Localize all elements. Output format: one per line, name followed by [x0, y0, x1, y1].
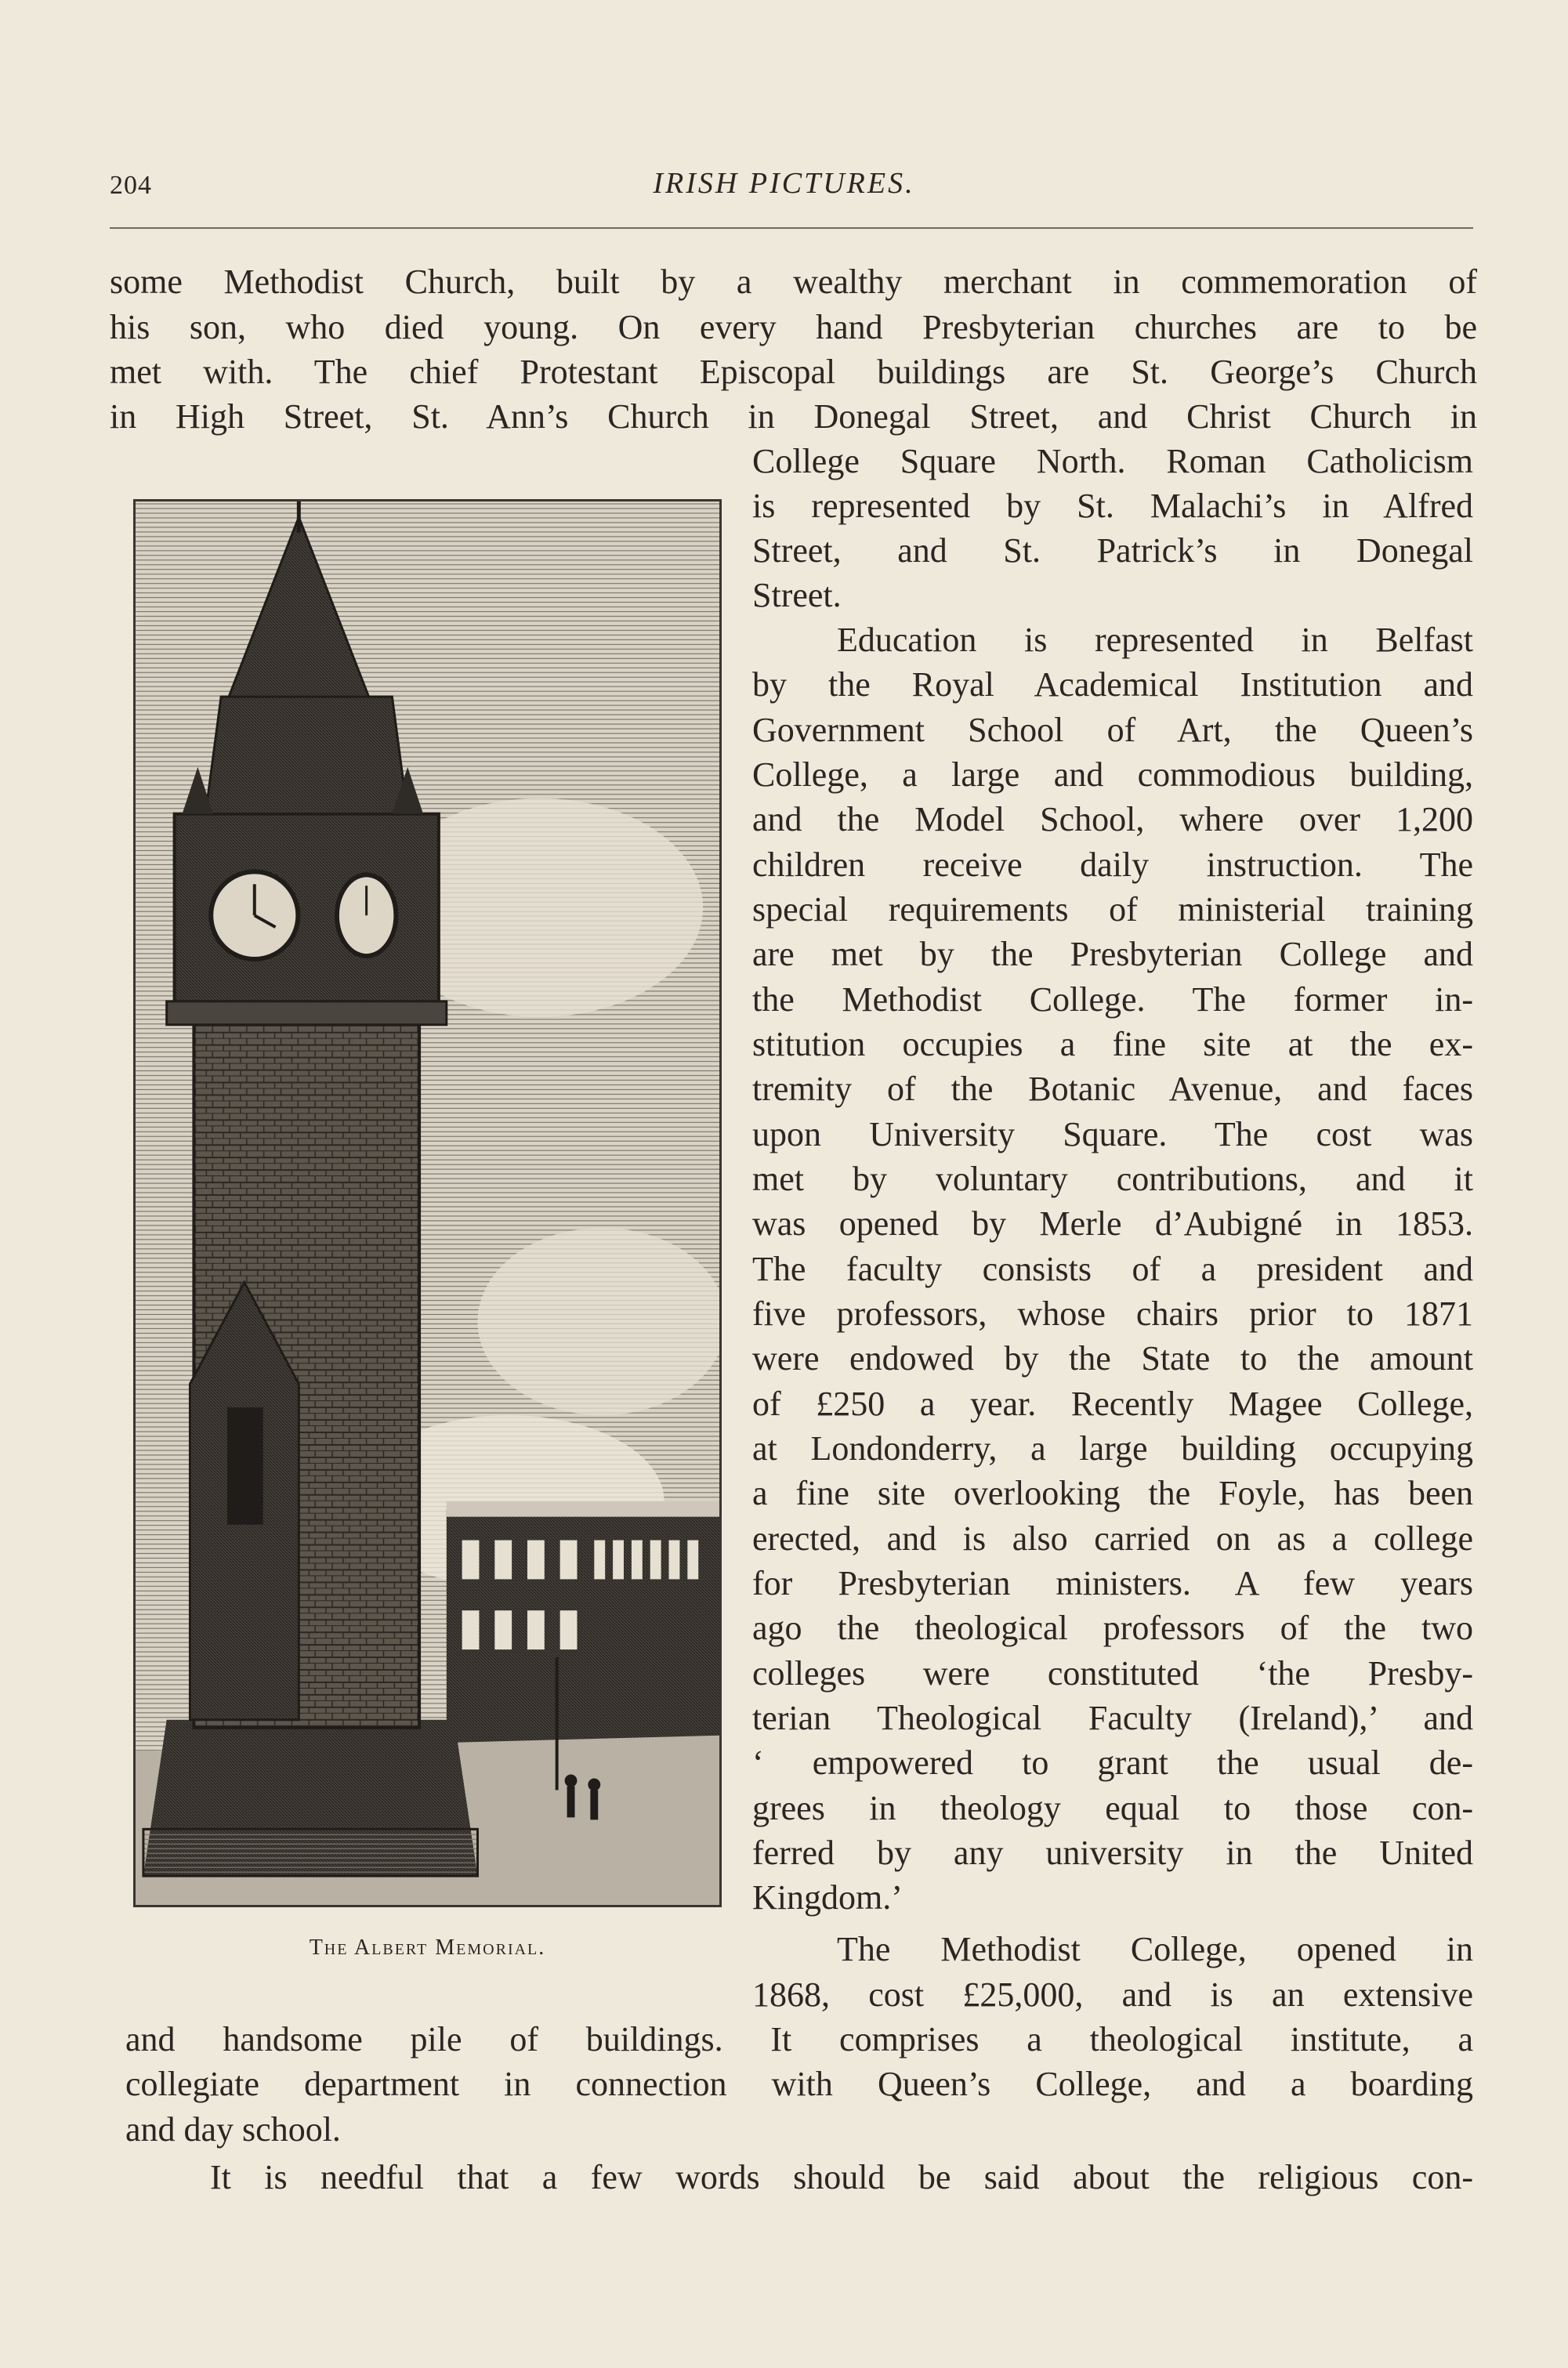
text-line: The faculty consists of a president and	[752, 1250, 1473, 1288]
text-line: a fine site overlooking the Foyle, has been	[752, 1474, 1473, 1512]
text-line: grees in theology equal to those con-	[752, 1789, 1473, 1827]
text-line: and the Model School, where over 1,200	[752, 800, 1473, 838]
figure-caption: The Albert Memorial.	[309, 1935, 546, 1960]
text-line: met by voluntary contributions, and it	[752, 1160, 1473, 1198]
text-line: Street, and St. Patrick’s in Donegal	[752, 531, 1473, 570]
text-line: his son, who died young. On every hand Presbyterian churches are to be	[110, 308, 1477, 346]
text-line: colleges were constituted ‘the Presby-	[752, 1654, 1473, 1693]
text-line: the Methodist College. The former in-	[752, 980, 1473, 1019]
text-line: The Methodist College, opened in	[837, 1930, 1473, 1968]
text-line: erected, and is also carried on as a college	[752, 1519, 1473, 1558]
text-line: are met by the Presbyterian College and	[752, 935, 1473, 973]
text-line: were endowed by the State to the amount	[752, 1339, 1473, 1378]
text-line: for Presbyterian ministers. A few years	[752, 1564, 1473, 1602]
text-line: upon University Square. The cost was	[752, 1115, 1473, 1153]
text-line: of £250 a year. Recently Magee College,	[752, 1385, 1473, 1423]
text-line: is represented by St. Malachi’s in Alfred	[752, 487, 1473, 525]
text-line: It is needful that a few words should be said about the religious con-	[210, 2158, 1473, 2196]
text-line: five professors, whose chairs prior to 1871	[752, 1294, 1473, 1333]
text-line: ‘ empowered to grant the usual de-	[752, 1743, 1473, 1782]
text-line: ago the theological professors of the two	[752, 1609, 1473, 1647]
text-line: ferred by any university in the United	[752, 1834, 1473, 1872]
albert-memorial-illustration	[133, 499, 722, 1907]
text-line: and handsome pile of buildings. It comprises a theological institute, a	[125, 2020, 1473, 2058]
text-line: College, a large and commodious building,	[752, 755, 1473, 794]
running-title: IRISH PICTURES.	[653, 167, 915, 200]
text-line: terian Theological Faculty (Ireland),’ and	[752, 1699, 1473, 1737]
header-rule	[110, 227, 1473, 229]
text-line: and day school.	[125, 2110, 341, 2149]
text-line: special requirements of ministerial training	[752, 890, 1473, 929]
text-line: at Londonderry, a large building occupying	[752, 1429, 1473, 1468]
text-line: in High Street, St. Ann’s Church in Donegal Street, and Christ Church in	[110, 397, 1477, 436]
text-line: collegiate department in connection with Queen’s College, and a boarding	[125, 2065, 1473, 2103]
text-line: tremity of the Botanic Avenue, and faces	[752, 1070, 1473, 1108]
text-line: 1868, cost £25,000, and is an extensive	[752, 1975, 1473, 2014]
text-line: Education is represented in Belfast	[837, 621, 1473, 659]
text-line: Government School of Art, the Queen’s	[752, 711, 1473, 749]
text-line: children receive daily instruction. The	[752, 845, 1473, 884]
text-line: Kingdom.’	[752, 1878, 903, 1917]
text-line: was opened by Merle d’Aubigné in 1853.	[752, 1204, 1473, 1243]
text-line: by the Royal Academical Institution and	[752, 665, 1473, 704]
text-line: Street.	[752, 576, 842, 614]
text-line: some Methodist Church, built by a wealthy merchant in commemoration of	[110, 263, 1477, 301]
text-line: College Square North. Roman Catholicism	[752, 442, 1473, 480]
text-line: stitution occupies a fine site at the ex-	[752, 1025, 1473, 1063]
text-line: met with. The chief Protestant Episcopal buildings are St. George’s Church	[110, 353, 1477, 391]
page-number: 204	[110, 171, 152, 200]
